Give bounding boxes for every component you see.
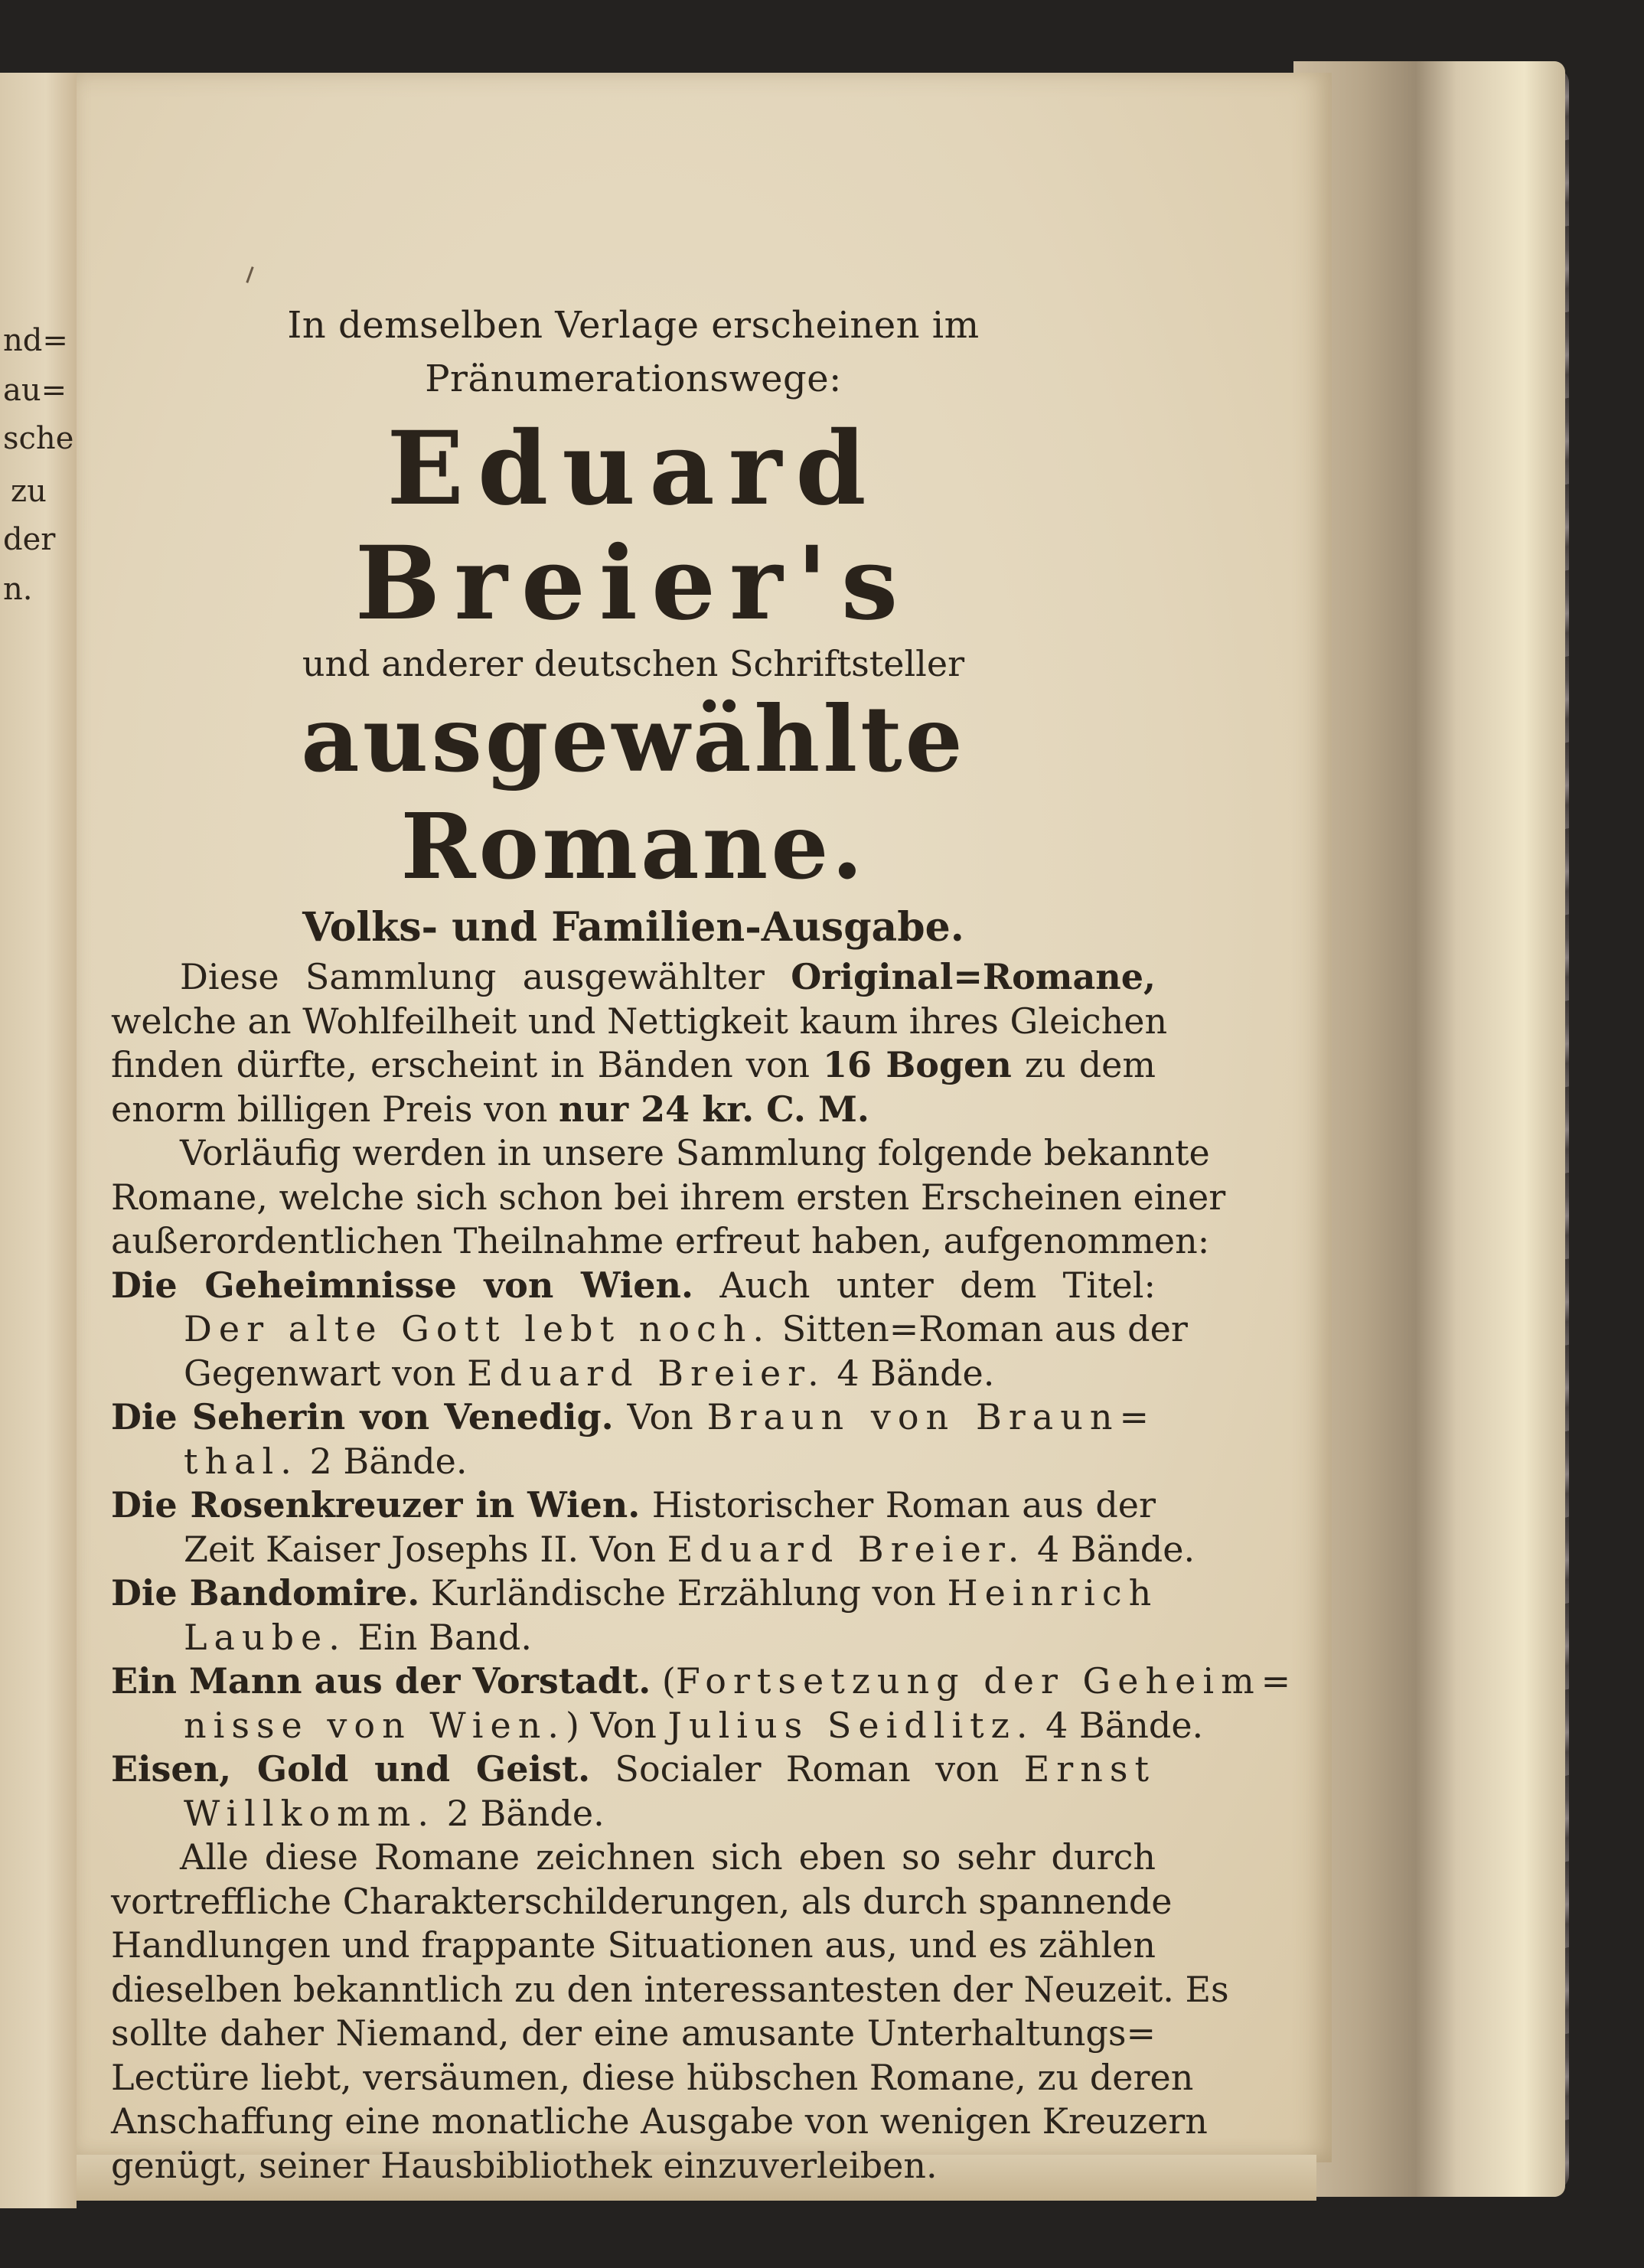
text-line: Zeit Kaiser Josephs II. Von Eduard Breier. 4 Bände. xyxy=(184,1528,1195,1570)
novel-entry-title-line: Die Seherin von Venedig. Von Braun von Braun= xyxy=(111,1396,1156,1437)
text-line: Diese Sammlung ausgewählter Original=Romane, xyxy=(180,956,1156,997)
prev-page-fragment: sche xyxy=(3,421,74,456)
text-line: Der alte Gott lebt noch. Sitten=Roman aus der xyxy=(184,1308,1188,1349)
closing-paragraph xyxy=(111,1836,1229,2188)
text-line: Laube. Ein Band. xyxy=(184,1616,532,1658)
novel-entry-title-line: Die Geheimnisse von Wien. Auch unter dem Titel: xyxy=(111,1264,1156,1306)
text-line: Handlungen und frappante Situationen aus, und es zählen xyxy=(111,1924,1156,1966)
novel-entry-title-line: Die Bandomire. Kurländische Erzählung von Heinrich xyxy=(111,1572,1159,1614)
text-line: Willkomm. 2 Bände. xyxy=(184,1792,605,1834)
previous-page-edge xyxy=(0,73,77,2208)
text-line: genügt, seiner Hausbibliothek einzuverleiben. xyxy=(111,2144,938,2186)
text-line: enorm billigen Preis von nur 24 kr. C. M. xyxy=(111,1088,869,1130)
author-title: Eduard Breier's xyxy=(354,410,912,643)
prev-page-fragment: der xyxy=(3,522,56,557)
main-title: ausgewählte Romane. xyxy=(301,686,966,899)
text-line: Romane, welche sich schon bei ihrem ersten Erscheinen einer xyxy=(111,1176,1226,1218)
text-line: vortreffliche Charakterschilderungen, als durch spannende xyxy=(111,1880,1173,1922)
prev-page-fragment: nd= xyxy=(3,323,68,358)
text-line: sollte daher Niemand, der eine amusante Unterhaltungs= xyxy=(111,2012,1156,2054)
prev-page-fragment: zu xyxy=(11,474,47,509)
intro-paragraph xyxy=(111,955,1226,1264)
text-line: dieselben bekanntlich zu den interessantesten der Neuzeit. Es xyxy=(111,1968,1229,2010)
text-line: welche an Wohlfeilheit und Nettigkeit kaum ihres Gleichen xyxy=(111,1000,1168,1042)
novel-entry-title-line: Eisen, Gold und Geist. Socialer Roman von Ernst xyxy=(111,1748,1156,1790)
novel-entry-title-line: Die Rosenkreuzer in Wien. Historischer Roman aus der xyxy=(111,1484,1156,1526)
text-line: Gegenwart von Eduard Breier. 4 Bände. xyxy=(184,1352,995,1394)
text-line: Alle diese Romane zeichnen sich eben so sehr durch xyxy=(180,1836,1156,1878)
text-line: Lectüre liebt, versäumen, diese hübschen Romane, zu deren xyxy=(111,2056,1194,2098)
text-line: außerordentlichen Theilnahme erfreut haben, aufgenommen: xyxy=(111,1220,1210,1261)
book-page-edges xyxy=(1293,61,1565,2197)
edition-title: Volks- und Familien-Ausgabe. xyxy=(302,904,964,951)
text-line: Vorläufig werden in unsere Sammlung folgende bekannte xyxy=(180,1132,1210,1173)
novel-entry-title-line: Ein Mann aus der Vorstadt. (Fortsetzung der Geheim= xyxy=(111,1660,1298,1702)
text-line: finden dürfte, erscheint in Bänden von 16 Bogen zu dem xyxy=(111,1044,1156,1085)
text-line: Anschaffung eine monatliche Ausgabe von wenigen Kreuzern xyxy=(111,2100,1208,2142)
publisher-note: In demselben Verlage erscheinen im Pränumerationswege: xyxy=(287,304,980,400)
subtitle: und anderer deutschen Schriftsteller xyxy=(302,643,965,684)
novel-list xyxy=(111,1264,1298,1836)
text-line: nisse von Wien.) Von Julius Seidlitz. 4 Bände. xyxy=(184,1704,1204,1746)
text-line: thal. 2 Bände. xyxy=(184,1440,468,1482)
page-text xyxy=(111,299,1298,2188)
prev-page-fragment: n. xyxy=(3,572,33,607)
prev-page-fragment: au= xyxy=(3,373,67,408)
